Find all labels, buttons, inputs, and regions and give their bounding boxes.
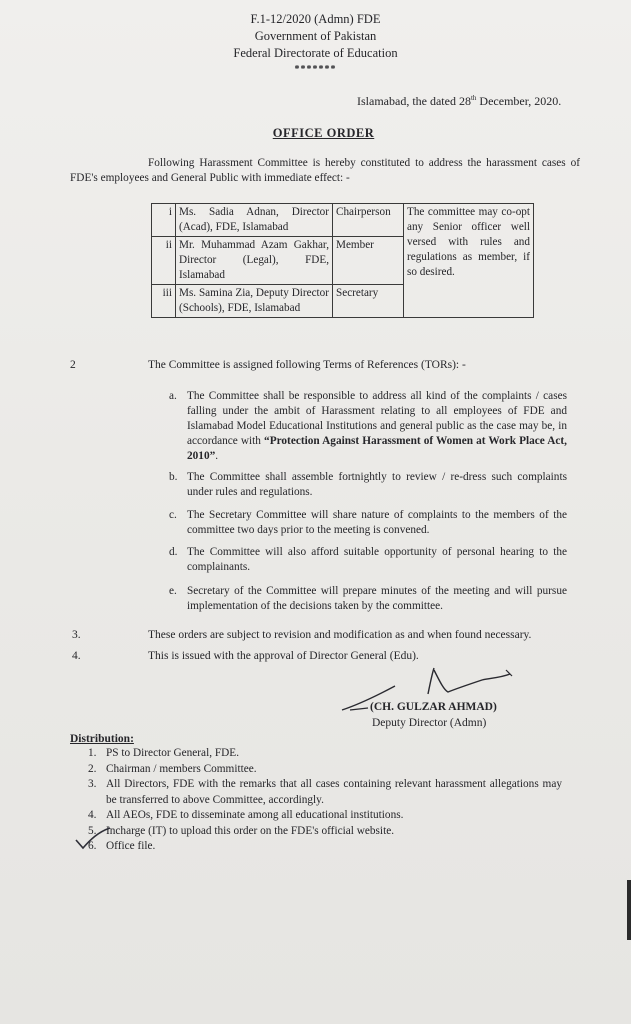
member-name: Ms. Samina Zia, Deputy Director (Schools), FDE, Islamabad xyxy=(176,285,333,318)
para-3-text: These orders are subject to revision and modification as and when found necessary. xyxy=(148,629,532,641)
item-number: 5. xyxy=(88,824,97,837)
separator-stars: ******* xyxy=(294,64,337,75)
document-title: OFFICE ORDER xyxy=(272,126,375,140)
tor-text: The Committee shall assemble fortnightly to review / re-dress such complaints under rules and regulations. xyxy=(187,471,567,498)
distribution-list xyxy=(82,746,562,855)
table-row xyxy=(152,204,534,237)
directorate-line: Federal Directorate of Education xyxy=(233,46,398,60)
tor-label: b. xyxy=(169,471,178,483)
list-item xyxy=(82,839,562,855)
page-edge-shadow xyxy=(627,880,631,940)
item-text: All AEOs, FDE to disseminate among all educational institutions. xyxy=(106,809,404,821)
tor-item-c xyxy=(169,508,567,538)
para-2-text: The Committee is assigned following Terms of References (TORs): - xyxy=(148,359,466,371)
list-item xyxy=(82,762,562,778)
member-number: i xyxy=(152,204,176,237)
file-number: F.1-12/2020 (Admn) FDE xyxy=(250,12,381,26)
tor-text: The Secretary Committee will share nature of complaints to the members of the committee two days prior to the meeting is convened. xyxy=(187,509,567,536)
tor-act-name: “Protection Against Harassment of Women at Work Place Act, 2010” xyxy=(187,435,568,462)
tor-label: e. xyxy=(169,585,177,597)
date-line xyxy=(357,91,561,108)
item-number: 2. xyxy=(88,762,97,775)
committee-note: The committee may co-opt any Senior officer well versed with rules and regulations as member, if so desired. xyxy=(404,204,534,318)
tor-text: The Committee shall be responsible to address all kind of the complaints / cases falling under the ambit of Harassment relating to all employees of FDE and Islamabad Model Educational Institutions and general public as the case may be, in accordance with xyxy=(187,390,567,447)
tor-text-tail: . xyxy=(215,450,219,462)
para-4-text: This is issued with the approval of Director General (Edu). xyxy=(148,650,419,662)
list-item xyxy=(82,777,562,808)
item-text: Chairman / members Committee. xyxy=(106,762,257,775)
para-4-number: 4. xyxy=(72,650,81,662)
member-role: Chairperson xyxy=(333,204,404,237)
date-month-year: December, 2020. xyxy=(476,94,562,108)
tor-item-e xyxy=(169,584,567,614)
item-text: PS to Director General, FDE. xyxy=(106,747,240,759)
signatory-designation: Deputy Director (Admn) xyxy=(372,717,487,729)
tor-label: a. xyxy=(169,390,177,402)
government-line: Government of Pakistan xyxy=(254,29,377,43)
tor-item-b xyxy=(169,470,567,500)
item-number: 4. xyxy=(88,809,97,821)
member-name: Mr. Muhammad Azam Gakhar, Director (Legal), FDE, Islamabad xyxy=(176,237,333,285)
distribution-title: Distribution: xyxy=(70,733,134,745)
member-role: Secretary xyxy=(333,285,404,318)
para-3-number: 3. xyxy=(72,629,81,641)
item-text: All Directors, FDE with the remarks that all cases containing relevant harassment allegations may be transferred to above Committee, accordingly. xyxy=(106,778,562,806)
list-item xyxy=(82,824,562,840)
item-text: Incharge (IT) to upload this order on the FDE's official website. xyxy=(106,824,395,837)
member-number: ii xyxy=(152,237,176,285)
tor-item-d xyxy=(169,545,567,575)
item-text: Office file. xyxy=(106,840,156,852)
tor-label: c. xyxy=(169,509,177,521)
date-prefix: Islamabad, the dated 28 xyxy=(357,94,471,108)
intro-paragraph: Following Harassment Committee is hereby constituted to address the harassment cases of FDE's employees and General Public with immediate effect: - xyxy=(70,157,580,184)
tor-text: The Committee will also afford suitable opportunity of personal hearing to the complainants. xyxy=(187,546,567,573)
member-number: iii xyxy=(152,285,176,318)
tor-label: d. xyxy=(169,546,178,558)
para-2-number: 2 xyxy=(70,359,76,371)
tor-item-a xyxy=(169,389,568,464)
list-item xyxy=(82,808,562,824)
tor-text: Secretary of the Committee will prepare minutes of the meeting and will pursue implementation of the decisions taken by the committee. xyxy=(187,585,567,612)
tick-mark-icon xyxy=(74,826,114,850)
signatory-name: (CH. GULZAR AHMAD) xyxy=(370,701,497,713)
list-item xyxy=(82,746,562,762)
date-suffix-sup: th xyxy=(470,94,477,102)
item-number: 6. xyxy=(88,840,97,852)
member-name: Ms. Sadia Adnan, Director (Acad), FDE, Islamabad xyxy=(176,204,333,237)
item-number: 3. xyxy=(88,778,97,790)
member-role: Member xyxy=(333,237,404,285)
committee-table xyxy=(151,203,534,318)
item-number: 1. xyxy=(88,747,97,759)
